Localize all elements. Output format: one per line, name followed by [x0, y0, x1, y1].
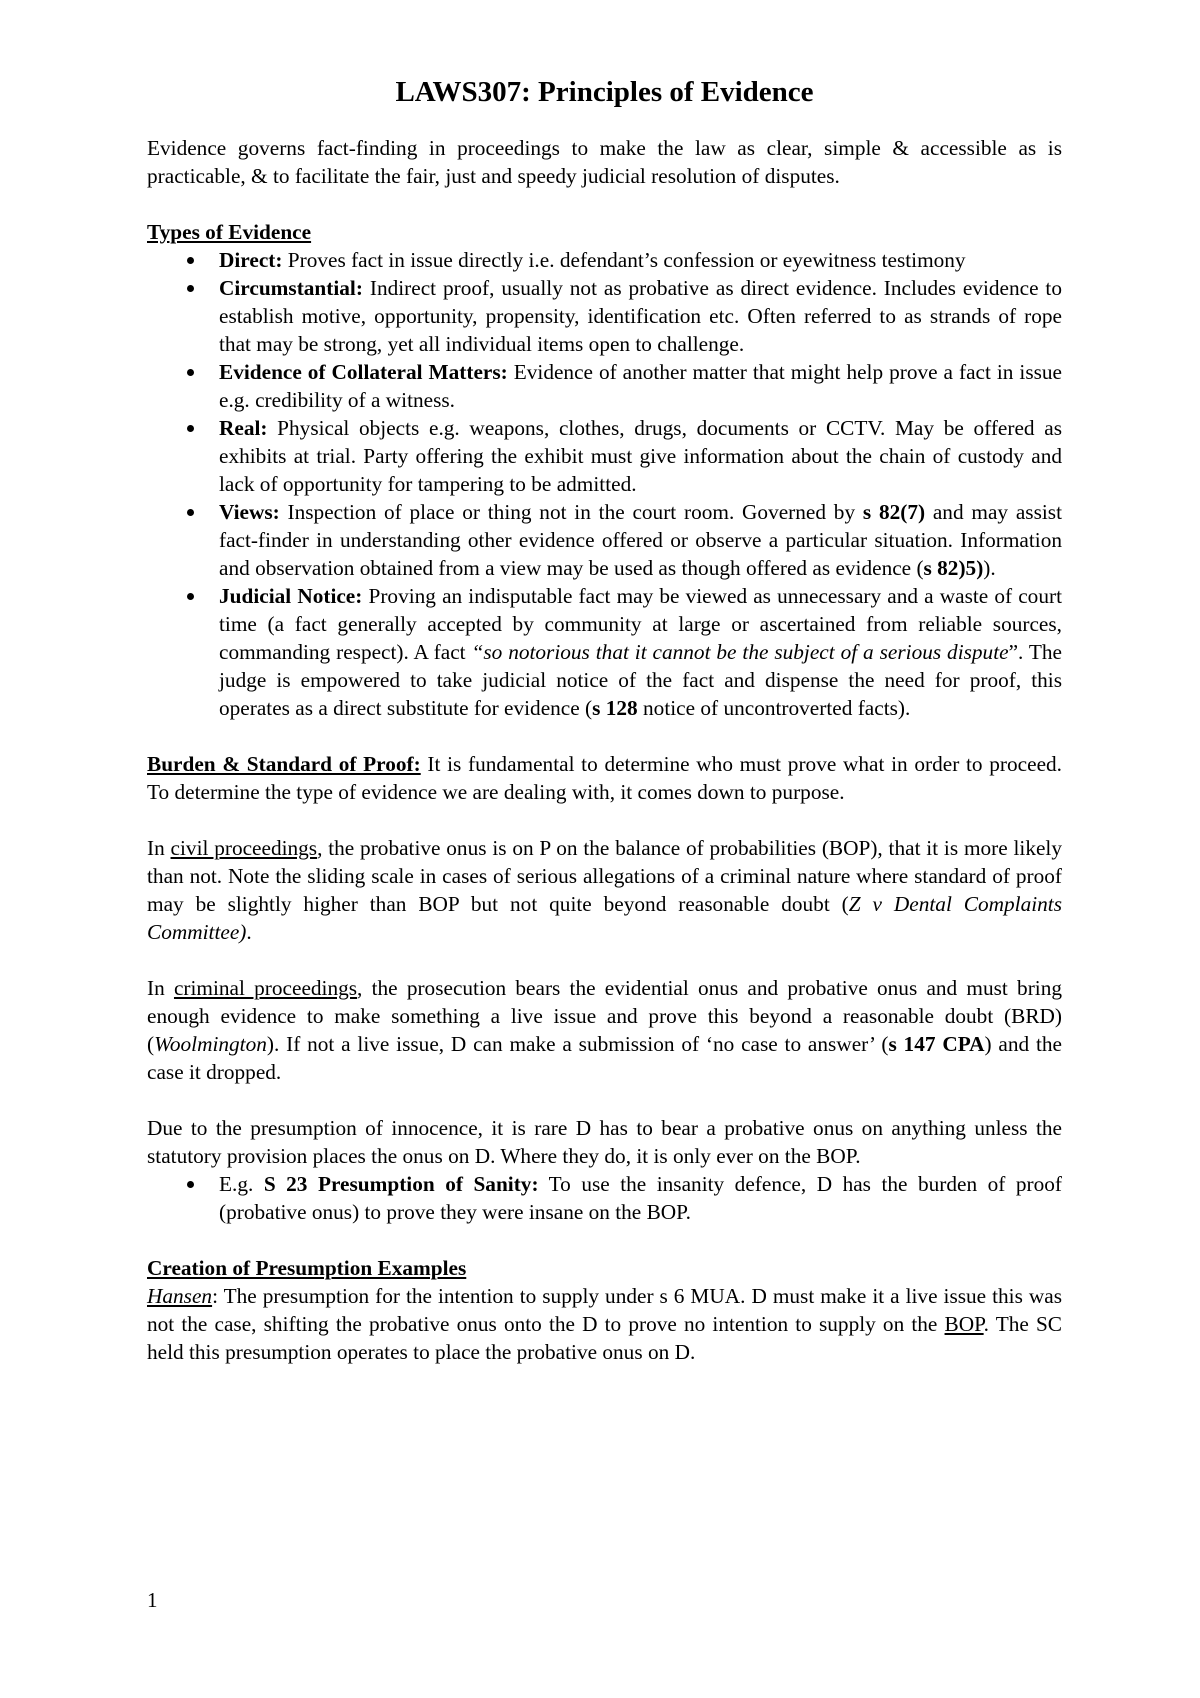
text-collateral: Evidence of another matter that might help prove a fact in issue e.g. credibility of a witness.: [219, 360, 1062, 412]
hansen-text-a: : The presumption for the intention to supply under s 6 MUA. D must make it a live issue this was not the case, shifting the probative onus onto the D to prove no intention to supply on the: [147, 1284, 1062, 1336]
presumption-list: [147, 1170, 1062, 1226]
term-real: Real:: [219, 416, 268, 440]
text-views-c: ).: [983, 556, 996, 580]
term-views: Views:: [219, 500, 280, 524]
bullet-icon: [187, 425, 194, 432]
list-item-collateral: [147, 358, 1062, 414]
ref-judicial: s 128: [592, 696, 638, 720]
ref-views-b: s 82)5): [923, 556, 984, 580]
criminal-paragraph: [147, 974, 1062, 1086]
criminal-lead: In: [147, 976, 174, 1000]
text-circumstantial: Indirect proof, usually not as probative as direct evidence. Includes evidence to establish motive, opportunity, propensity, identification etc. Often referred to as strands of rope that may be strong, yet all individual items open to challenge.: [219, 276, 1062, 356]
text-judicial-a: Proving an indisputable fact may be viewed as unnecessary and a waste of court time (a fact generally accepted by community at large or ascertained from reliable sources, commanding respect). A fact: [219, 584, 1062, 664]
criminal-term: criminal proceedings: [173, 976, 358, 1000]
bullet-icon: [187, 285, 194, 292]
term-direct: Direct:: [219, 248, 283, 272]
civil-end: .: [246, 920, 252, 944]
presumption-paragraph: Due to the presumption of innocence, it is rare D has to bear a probative onus on anything unless the statutory provision places the onus on D. Where they do, it is only ever on the BOP.: [147, 1116, 1062, 1168]
types-of-evidence-list: [147, 246, 1062, 722]
bullet-icon: [187, 257, 194, 264]
term-circumstantial: Circumstantial:: [219, 276, 363, 300]
list-item-direct: [147, 246, 1062, 274]
types-of-evidence-section: [147, 218, 1062, 722]
term-judicial-notice: Judicial Notice:: [219, 584, 363, 608]
burden-heading: Burden & Standard of Proof:: [147, 752, 421, 776]
text-judicial-c: notice of uncontroverted facts).: [637, 696, 911, 720]
bullet-icon: [187, 593, 194, 600]
criminal-text-c: ) and the case it dropped.: [147, 1032, 1063, 1084]
criminal-ref: s 147 CPA: [888, 1032, 985, 1056]
list-item-presumption-sanity: [147, 1170, 1062, 1226]
quote-judicial: “so notorious that it cannot be the subject of a serious dispute: [471, 640, 1009, 664]
creation-section: [147, 1254, 1062, 1366]
bullet-icon: [187, 509, 194, 516]
civil-text: , the probative onus is on P on the balance of probabilities (BOP), that it is more likely than not. Note the sliding scale in cases of serious allegations of a criminal nature where standard of proof may be slightly higher than BOP but not quite beyond reasonable doubt (: [147, 836, 1062, 916]
civil-lead: In: [147, 836, 171, 860]
list-item-circumstantial: [147, 274, 1062, 358]
intro-paragraph: Evidence governs fact-finding in proceedings to make the law as clear, simple & accessible as is practicable, & to facilitate the fair, just and speedy judicial resolution of disputes.: [147, 136, 1062, 188]
burden-text: It is fundamental to determine who must prove what in order to proceed. To determine the type of evidence we are dealing with, it comes down to purpose.: [147, 752, 1062, 804]
text-judicial-b: ”. The judge is empowered to take judicial notice of the fact and dispense the need for proof, this operates as a direct substitute for evidence (: [219, 640, 1063, 720]
burden-paragraph: [147, 750, 1062, 806]
list-item-real: [147, 414, 1062, 498]
sanity-text: To use the insanity defence, D has the burden of proof (probative onus) to prove they were insane on the BOP.: [219, 1172, 1063, 1224]
sanity-term: S 23 Presumption of Sanity:: [263, 1172, 539, 1196]
sanity-lead: E.g.: [219, 1172, 264, 1196]
text-real: Physical objects e.g. weapons, clothes, drugs, documents or CCTV. May be offered as exhibits at trial. Party offering the exhibit must give information about the chain of custody and lack of opportunity for tampering to be admitted.: [219, 416, 1062, 496]
hansen-paragraph: [147, 1282, 1062, 1366]
civil-term: civil proceedings: [170, 836, 318, 860]
hansen-case: Hansen: [147, 1284, 213, 1308]
document-body: [147, 72, 1062, 1394]
hansen-bop: BOP: [944, 1312, 984, 1336]
ref-views-a: s 82(7): [862, 500, 926, 524]
term-collateral: Evidence of Collateral Matters:: [219, 360, 508, 384]
civil-case: Z v Dental Complaints Committee): [147, 892, 1062, 944]
criminal-text-b: ). If not a live issue, D can make a submission of ‘no case to answer’ (: [266, 1032, 889, 1056]
text-views-a: Inspection of place or thing not in the court room. Governed by: [279, 500, 863, 524]
document-title: LAWS307: Principles of Evidence: [395, 76, 814, 108]
bullet-icon: [187, 1181, 194, 1188]
page-number: 1: [147, 1588, 158, 1612]
types-of-evidence-heading: Types of Evidence: [147, 220, 312, 244]
text-direct: Proves fact in issue directly i.e. defendant’s confession or eyewitness testimony: [282, 248, 966, 272]
text-views-b: and may assist fact-finder in understanding other evidence offered or observe a particular situation. Information and observation obtained from a view may be used as though offered as evidence (: [219, 500, 1062, 580]
criminal-case: Woolmington: [154, 1032, 267, 1056]
criminal-text-a: , the prosecution bears the evidential onus and probative onus and must bring enough evidence to make something a live issue and prove this beyond a reasonable doubt (BRD) (: [147, 976, 1063, 1056]
list-item-judicial-notice: [147, 582, 1062, 722]
hansen-text-b: . The SC held this presumption operates to place the probative onus on D.: [147, 1312, 1063, 1364]
creation-heading: Creation of Presumption Examples: [147, 1256, 467, 1280]
list-item-views: [147, 498, 1062, 582]
bullet-icon: [187, 369, 194, 376]
civil-paragraph: [147, 834, 1062, 946]
